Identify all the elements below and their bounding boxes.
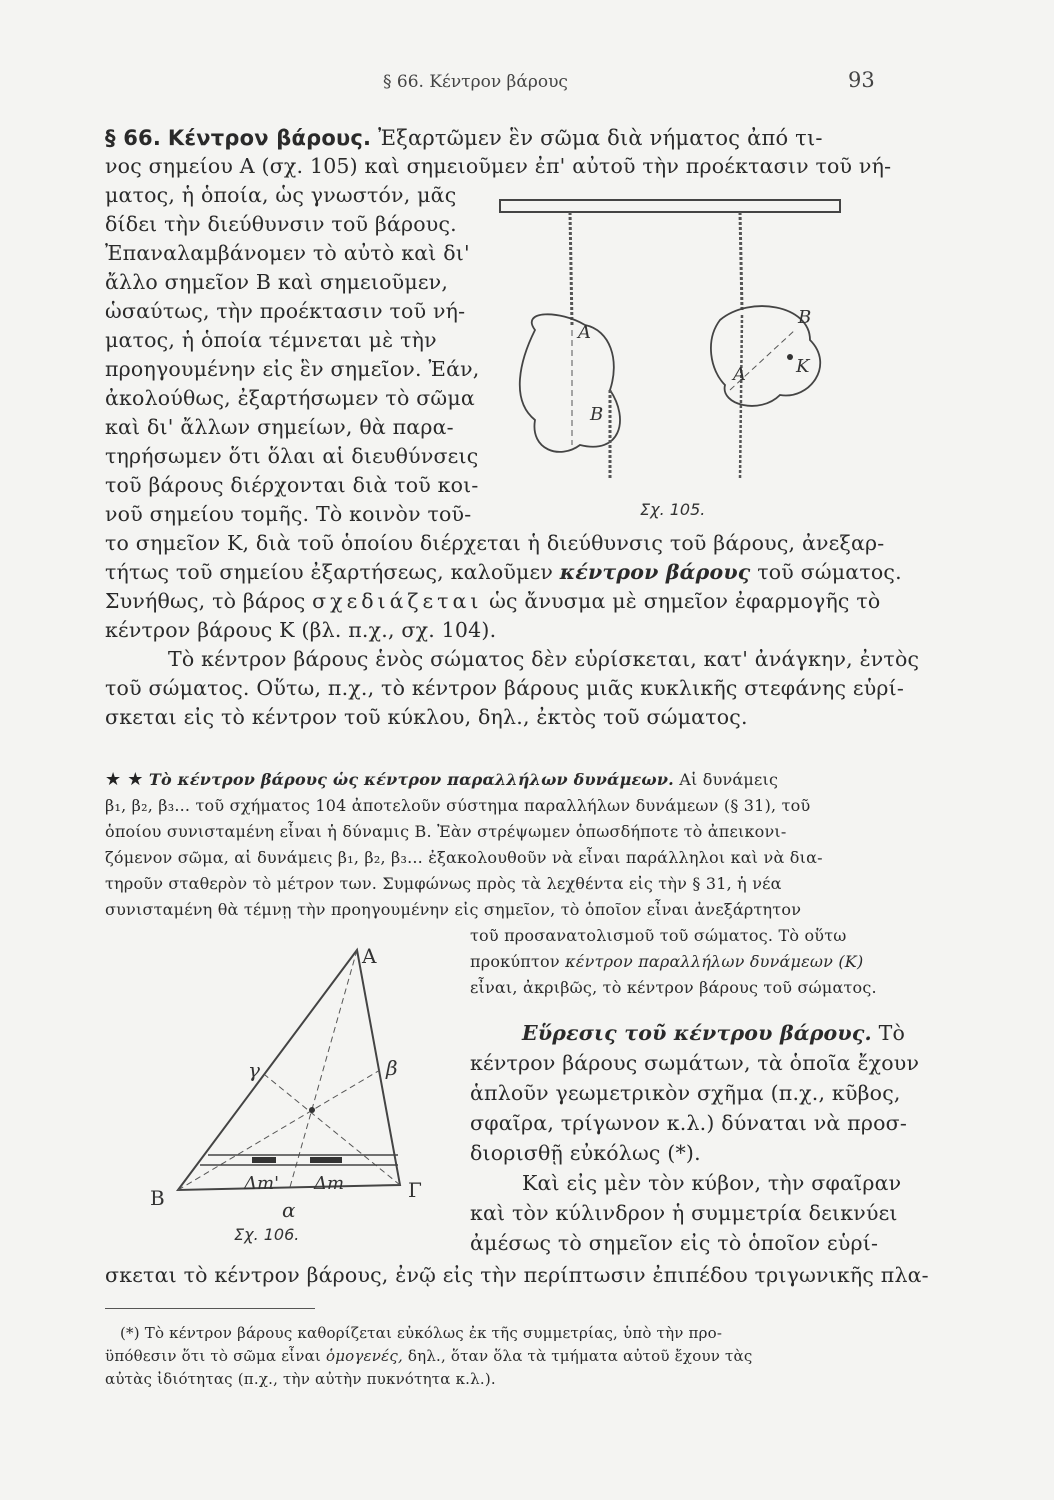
- label-a: A: [578, 322, 591, 343]
- text-span: ϋπόθεσιν ὅτι τὸ σῶμα εἶναι: [105, 1347, 321, 1365]
- label-alpha: α: [282, 1198, 296, 1222]
- section-title: Κέντρον βάρους.: [167, 126, 372, 150]
- label-dm-prime: Δm': [244, 1173, 280, 1194]
- median-b: [178, 1070, 380, 1190]
- label-a: A: [362, 944, 377, 968]
- body-line: δίδει τὴν διεύθυνσιν τοῦ βάρους.: [105, 212, 457, 236]
- body-shape-left: [520, 314, 620, 452]
- text-span: προκύπτον: [470, 952, 560, 971]
- text-span: Αἱ δυνάμεις: [679, 770, 779, 789]
- body-line: ὡσαύτως, τὴν προέκτασιν τοῦ νή-: [105, 299, 466, 323]
- body-line: σκεται εἰς τὸ κέντρον τοῦ κύκλου, δηλ., ἐκτὸς τοῦ σώματος.: [105, 705, 748, 729]
- spaced-term: σχεδιάζεται: [312, 589, 483, 613]
- text-span: τοῦ σώματος.: [757, 560, 902, 584]
- body-line: τοῦ βάρους διέρχονται διὰ τοῦ κοι-: [105, 473, 479, 497]
- footnote-line: [105, 1345, 885, 1367]
- label-b: B: [590, 404, 604, 425]
- median-a: [290, 950, 357, 1187]
- median-g: [265, 1075, 400, 1185]
- text-span: Συνήθως, τὸ βάρος: [105, 589, 306, 613]
- body-line: ἁπλοῦν γεωμετρικὸν σχῆμα (π.χ., κῦβος,: [470, 1081, 901, 1105]
- label-a: A: [733, 364, 746, 385]
- label-gamma: γ: [248, 1058, 260, 1082]
- body-line: το σημεῖον K, διὰ τοῦ ὁποίου διέρχεται ἡ διεύθυνσις τοῦ βάρους, ἀνεξαρ-: [105, 531, 885, 555]
- stars-icon: ★ ★: [105, 769, 144, 790]
- note-line: [470, 950, 890, 974]
- footnote-line: αὐτὰς ἰδιότητας (π.χ., τὴν αὐτὴν πυκνότητα κ.λ.).: [105, 1370, 496, 1388]
- string-a: [570, 212, 572, 325]
- body-line: νοῦ σημείου τομῆς. Τὸ κοινὸν τοῦ-: [105, 502, 472, 526]
- text-span: ὁμογενές,: [325, 1347, 403, 1365]
- body-line: νος σημείου A (σχ. 105) καὶ σημειοῦμεν ἐπ' αὐτοῦ τὴν προέκτασιν τοῦ νή-: [105, 154, 892, 178]
- body-line: ἄλλο σημεῖον B καὶ σημειοῦμεν,: [105, 270, 449, 294]
- mass-element-2: [310, 1157, 342, 1163]
- body-line: τηρήσωμεν ὅτι ὅλαι αἱ διευθύνσεις: [105, 444, 479, 468]
- note-line: εἶναι, ἀκριβῶς, τὸ κέντρον βάρους τοῦ σώματος.: [470, 978, 877, 997]
- body-line: κέντρον βάρους K (βλ. π.χ., σχ. 104).: [105, 618, 497, 642]
- section-number: § 66.: [105, 126, 162, 150]
- note-line: συνισταμένη θὰ τέμνῃ τὴν προηγουμένην εἰς σημεῖον, τὸ ὁποῖον εἶναι ἀνεξάρτητον: [105, 900, 802, 919]
- label-b: B: [150, 1186, 165, 1210]
- term-parallel-forces: κέντρον παραλλήλων δυνάμεων (K): [565, 952, 864, 971]
- section-first-line: [105, 125, 885, 151]
- note-line: ζόμενον σῶμα, αἱ δυνάμεις β₁, β₂, β₃... ἐξακολουθοῦν νὰ εἶναι παράλληλοι καὶ νὰ δια-: [105, 848, 823, 867]
- body-line: ματος, ἡ ὁποία, ὡς γνωστόν, μᾶς: [105, 183, 457, 207]
- body-line: τοῦ σώματος. Οὕτω, π.χ., τὸ κέντρον βάρους μιᾶς κυκλικῆς στεφάνης εὑρί-: [105, 676, 905, 700]
- body-line: καὶ δι' ἄλλων σημείων, θὰ παρα-: [105, 415, 454, 439]
- point-k: [787, 354, 793, 360]
- body-line: ματος, ἡ ὁποία τέμνεται μὲ τὴν: [105, 328, 437, 352]
- body-line: [105, 588, 885, 614]
- note-first-line: [105, 768, 885, 792]
- note-heading: Τὸ κέντρον βάρους ὡς κέντρον παραλλήλων δυνάμεων.: [148, 770, 674, 789]
- body-line: ἀκολούθως, ἐξαρτήσωμεν τὸ σῶμα: [105, 386, 475, 410]
- body-line: κέντρον βάρους σωμάτων, τὰ ὁποῖα ἔχουν: [470, 1051, 920, 1075]
- figure-105: [490, 190, 890, 500]
- body-line: Καὶ εἰς μὲν τὸν κύβον, τὴν σφαῖραν: [522, 1171, 902, 1195]
- term-center-of-gravity: κέντρον βάρους: [559, 560, 751, 584]
- string-b: [740, 212, 742, 310]
- body-line: διορισθῇ εὐκόλως (*).: [470, 1141, 701, 1165]
- label-b: B: [798, 307, 812, 328]
- text-span: δηλ., ὅταν ὅλα τὰ τμήματα αὐτοῦ ἔχουν τὰς: [407, 1347, 753, 1365]
- figure-106: [140, 935, 440, 1225]
- body-line: ἀμέσως τὸ σημεῖον εἰς τὸ ὁποῖον εὑρί-: [470, 1231, 879, 1255]
- mass-element-1: [252, 1157, 276, 1163]
- finding-first-line: [522, 1020, 906, 1046]
- string-vertical: [740, 315, 742, 480]
- figure-106-caption: Σχ. 106.: [234, 1225, 300, 1244]
- label-gamma-vertex: Γ: [408, 1178, 422, 1202]
- label-beta: β: [386, 1056, 398, 1080]
- centroid: [309, 1107, 315, 1113]
- note-line: τοῦ προσανατολισμοῦ τοῦ σώματος. Τὸ οὕτω: [470, 926, 847, 945]
- finding-title: Εὕρεσις τοῦ κέντρου βάρους.: [522, 1021, 872, 1045]
- note-line: β₁, β₂, β₃... τοῦ σχήματος 104 ἀποτελοῦν σύστημα παραλλήλων δυνάμεων (§ 31), τοῦ: [105, 796, 811, 815]
- body-line: [105, 559, 902, 585]
- running-header: § 66. Κέντρον βάρους: [383, 72, 568, 92]
- label-k: K: [796, 356, 810, 377]
- text-span: Τὸ: [878, 1021, 906, 1045]
- body-line: σκεται τὸ κέντρον βάρους, ἐνῷ εἰς τὴν περίπτωσιν ἐπιπέδου τριγωνικῆς πλα-: [105, 1263, 929, 1287]
- footnote-line: (*) Τὸ κέντρον βάρους καθορίζεται εὐκόλως ἐκ τῆς συμμετρίας, ὑπὸ τὴν προ-: [120, 1324, 723, 1342]
- body-line: Ἐπαναλαμβάνομεν τὸ αὐτὸ καὶ δι': [105, 241, 470, 265]
- note-line: ὁποίου συνισταμένη εἶναι ἡ δύναμις B. Ἐὰν στρέψωμεν ὁπωσδήποτε τὸ ἀπεικονι-: [105, 822, 787, 841]
- body-line: Ἐξαρτῶμεν ἓν σῶμα διὰ νήματος ἀπό τι-: [378, 126, 823, 150]
- note-line: τηροῦν σταθερὸν τὸ μέτρον των. Συμφώνως πρὸς τὰ λεχθέντα εἰς τὴν § 31, ἡ νέα: [105, 874, 782, 893]
- footnote-rule: [105, 1308, 315, 1309]
- support-bar: [500, 200, 840, 212]
- body-line: Τὸ κέντρον βάρους ἑνὸς σώματος δὲν εὑρίσκεται, κατ' ἀνάγκην, ἐντὸς: [168, 647, 920, 671]
- body-line: καὶ τὸν κύλινδρον ἡ συμμετρία δεικνύει: [470, 1201, 898, 1225]
- text-span: ὡς ἄνυσμα μὲ σημεῖον ἐφαρμογῆς τὸ: [489, 589, 881, 613]
- label-dm: Δm: [314, 1173, 345, 1194]
- body-line: σφαῖρα, τρίγωνον κ.λ.) δύναται νὰ προσ-: [470, 1111, 907, 1135]
- page-number: 93: [848, 68, 875, 92]
- triangle: [178, 950, 400, 1190]
- text-span: τήτως τοῦ σημείου ἐξαρτήσεως, καλοῦμεν: [105, 560, 554, 584]
- figure-105-caption: Σχ. 105.: [640, 500, 706, 519]
- body-line: προηγουμένην εἰς ἓν σημεῖον. Ἐάν,: [105, 357, 480, 381]
